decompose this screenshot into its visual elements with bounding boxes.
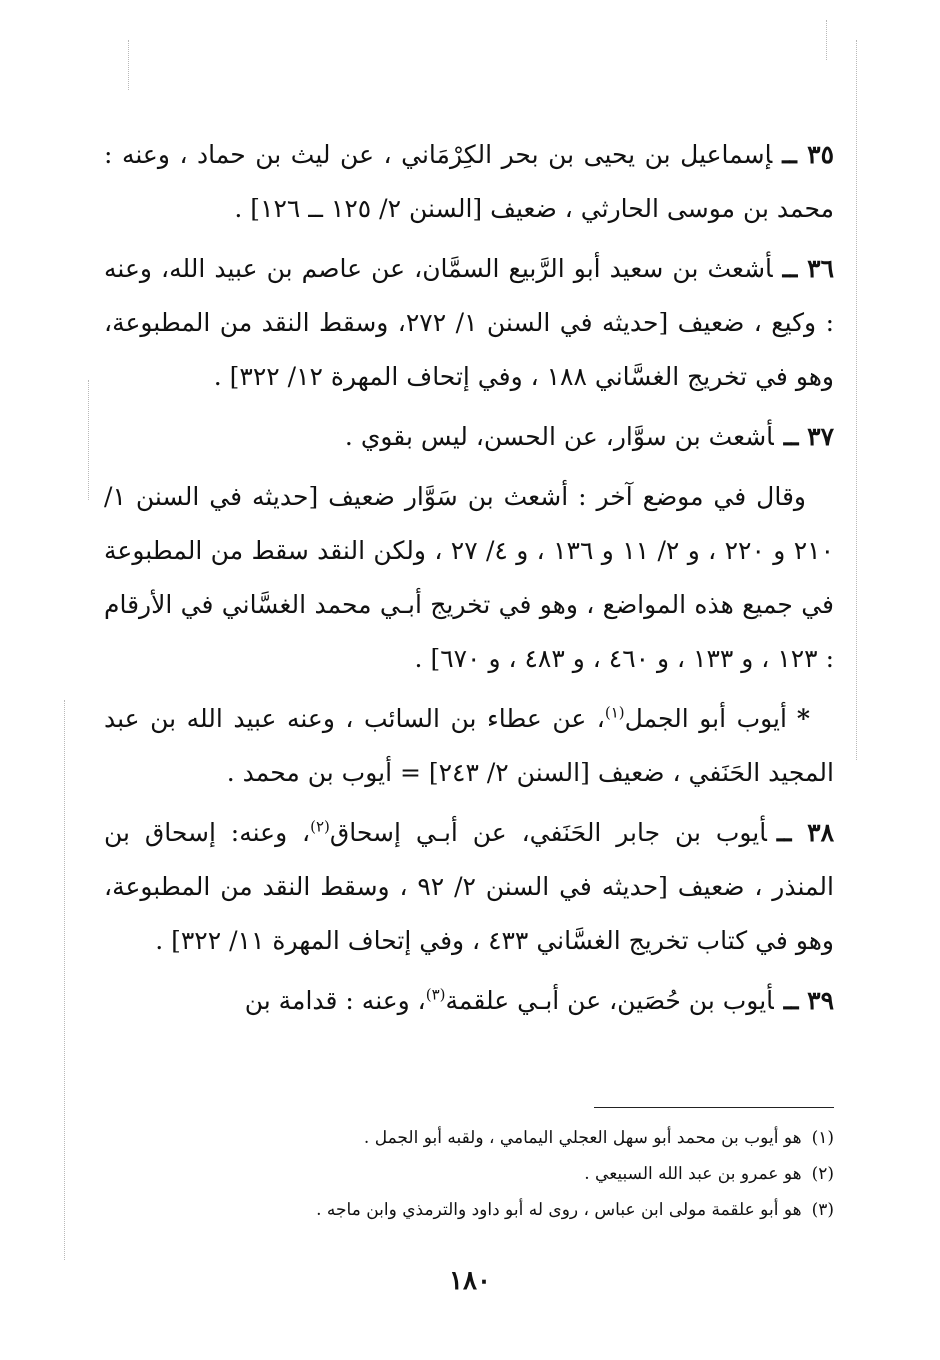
entry-number: ٣٨ ــ (776, 818, 835, 847)
entry-text-head: أيوب بن جابر الحَنَفي، عن أبـي إسحاق (329, 818, 767, 847)
scan-guide-top-right (826, 20, 827, 60)
entry-36 (104, 242, 834, 404)
entry-text: ، وعنه: إسحاق بن المنذر ، ضعيف [حديثه في السنن ٢/ ٩٢ ، وسقط النقد من المطبوعة، وهو في كتاب تخريج الغسَّاني ٤٣٣ ، وفي إتحاف المهرة ١١/ ٣٢٢] . (104, 818, 834, 955)
entry-text: أشعث بن سوَّار، عن الحسن، ليس بقوي . (344, 422, 774, 451)
footnotes (150, 1120, 834, 1228)
entry-37-continuation (104, 470, 834, 686)
scan-guide-left-short (88, 380, 89, 500)
entry-text: ، وعنه : قدامة بن (244, 986, 426, 1015)
entry-text: إسماعيل بن يحيى بن بحر الكِرْمَاني ، عن ليث بن حماد ، وعنه : محمد بن موسى الحارثي ، ضعيف [السنن ٢/ ١٢٥ ــ ١٢٦] . (104, 140, 834, 223)
entry-text-head: أيوب بن حُصَين، عن أبـي علقمة (445, 986, 774, 1015)
main-text-column (104, 128, 834, 1034)
entry-38 (104, 806, 834, 968)
entry-37 (104, 410, 834, 464)
entry-number: ٣٦ ــ (782, 254, 835, 283)
entry-text: أشعث بن سعيد أبو الرَّبيع السمَّان، عن عاصم بن عبيد الله، وعنه : وكيع ، ضعيف [حديثه في السنن ١/ ٢٧٢، وسقط النقد من المطبوعة، وهو في تخريج الغسَّاني ١٨٨ ، وفي إتحاف المهرة ١٢/ ٣٢٢] . (104, 254, 834, 391)
entry-number: ٣٧ ــ (783, 422, 834, 451)
entry-number: ٣٥ ــ (782, 140, 834, 169)
entry-35 (104, 128, 834, 236)
footnote-2 (150, 1156, 834, 1192)
entry-ayyub-abu-al-jamal (104, 692, 834, 800)
footnote-ref-2[interactable]: (٢) (310, 817, 330, 836)
entry-text: وقال في موضع آخر : أشعث بن سَوَّار ضعيف [حديثه في السنن ١/ ٢١٠ و ٢٢٠ ، و ٢/ ١١ و ١٣٦ ، و ٤/ ٢٧ ، ولكن النقد سقط من المطبوعة في جميع هذه المواضع ، وهو في تخريج أبـي محمد الغسَّاني في الأرقام : ١٢٣ ، و ١٣٣ ، و ٤٦٠ ، و ٤٨٣ ، و ٦٧٠] . (104, 482, 835, 673)
asterisk-marker: * (796, 704, 810, 733)
scan-guide-top-left (128, 40, 129, 90)
entry-39 (104, 974, 834, 1028)
scan-guide-right (856, 40, 857, 760)
footnote-3 (150, 1192, 834, 1228)
footnote-text: هو أبو علقمة مولى ابن عباس ، روى له أبو داود والترمذي وابن ماجه . (316, 1200, 802, 1220)
footnote-ref-1[interactable]: (١) (604, 703, 625, 722)
footnote-number: (٣) (811, 1200, 834, 1220)
footnote-separator (594, 1107, 834, 1108)
footnote-number: (٢) (811, 1164, 834, 1184)
footnote-text: هو أيوب بن محمد أبو سهل العجلي اليمامي ، ولقبه أبو الجمل . (363, 1128, 802, 1148)
footnote-number: (١) (811, 1128, 834, 1148)
entry-number: ٣٩ ــ (783, 986, 834, 1015)
footnote-ref-3[interactable]: (٣) (425, 985, 446, 1004)
footnote-text: هو عمرو بن عبد الله السبيعي . (584, 1164, 802, 1184)
entry-text: ، عن عطاء بن السائب ، وعنه عبيد الله بن عبد المجيد الحَنَفي ، ضعيف [السنن ٢/ ٢٤٣] = أيوب بن محمد . (104, 704, 834, 787)
page-number: ١٨٠ (449, 1266, 491, 1296)
footnote-1 (150, 1120, 834, 1156)
scan-guide-left (64, 700, 65, 1260)
entry-text-head: أيوب أبو الجمل (624, 704, 787, 733)
